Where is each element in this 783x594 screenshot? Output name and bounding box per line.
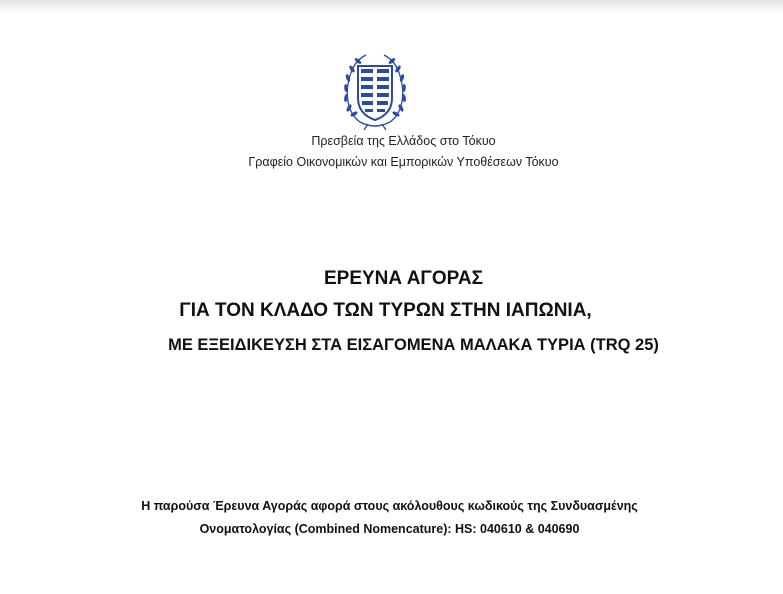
scope-note-line-1: Η παρούσα Έρευνα Αγοράς αφορά στους ακόλουθους κωδικούς της Συνδυασμένης (141, 499, 638, 513)
greek-coat-of-arms-emblem (340, 50, 410, 132)
document-title-line-1: ΕΡΕΥΝΑ ΑΓΟΡΑΣ (323, 268, 483, 289)
office-name: Γραφείο Οικονομικών και Εμπορικών Υποθέσεων Τόκυο (248, 155, 559, 169)
document-title-line-2: ΓΙΑ ΤΟΝ ΚΛΑΔΟ ΤΩΝ ΤΥΡΩΝ ΣΤΗΝ ΙΑΠΩΝΙΑ, (179, 300, 592, 321)
top-shadow (0, 0, 783, 14)
document-title-line-3: ΜΕ ΕΞΕΙΔΙΚΕΥΣΗ ΣΤΑ ΕΙΣΑΓΟΜΕΝΑ ΜΑΛΑΚΑ ΤΥΡΙΑ (TRQ 25) (168, 336, 659, 354)
scope-note-line-2: Ονοματολογίας (Combined Nomencature): HS: 040610 & 040690 (199, 522, 580, 536)
embassy-name: Πρεσβεία της Ελλάδος στο Τόκυο (311, 134, 496, 148)
coat-of-arms-icon (340, 50, 410, 132)
